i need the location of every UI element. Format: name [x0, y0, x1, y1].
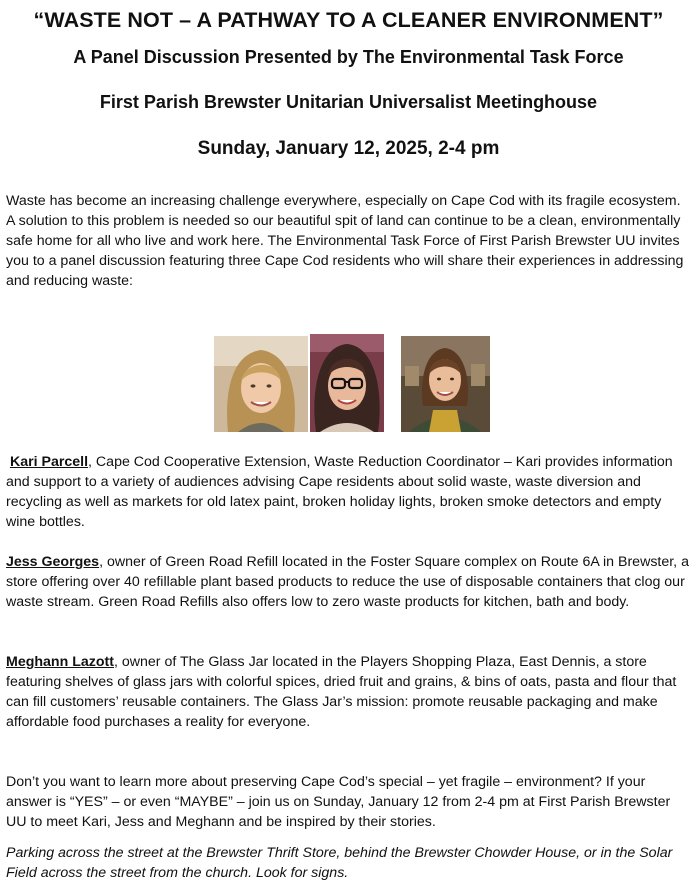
panelist-bio: , owner of Green Road Refill located in the Foster Square complex on Route 6A in Brewster, a store offering over 40 refillable plant based products to reduce the use of disposable containers that clog our waste stream. Green Road Refills also offers low to zero waste products for kitchen, bath and body. — [6, 554, 689, 610]
closing-paragraph: Don’t you want to learn more about preserving Cape Cod’s special – yet fragile – environment? If your answer is “YES” – or even “MAYBE” – join us on Sunday, January 12 from 2-4 pm at First Parish Brewster UU to meet Kari, Jess and Meghann and be inspired by their stories. — [6, 774, 671, 830]
event-title: “WASTE NOT – A PATHWAY TO A CLEANER ENVIRONMENT” — [33, 8, 664, 32]
jess-georges-photo — [310, 334, 384, 432]
panelist-bio: , owner of The Glass Jar located in the Players Shopping Plaza, East Dennis, a store featuring shelves of glass jars with colorful spices, dried fruit and grains, & bins of oats, pasta and flour that can fill customers’ reusable containers. The Glass Jar’s mission: promote reusable packaging and make affordable food purchases a reality for everyone. — [6, 654, 677, 730]
panelist-meghann-paragraph — [6, 652, 692, 732]
event-subtitle: A Panel Discussion Presented by The Environmental Task Force — [73, 47, 624, 67]
panelist-name: Meghann Lazott — [6, 654, 114, 670]
kari-parcell-photo — [214, 336, 308, 432]
panelist-jess-paragraph — [6, 552, 692, 612]
intro-paragraph: Waste has become an increasing challenge everywhere, especially on Cape Cod with its fragile ecosystem. A solution to this problem is needed so our beautiful spit of land can continue to be a clean, environmentally safe home for all who live and work here. The Environmental Task Force of First Parish Brewster UU invites you to a panel discussion featuring three Cape Cod residents who will share their experiences in addressing and reducing waste: — [6, 193, 684, 289]
panelist-kari-paragraph — [6, 452, 692, 532]
event-date: Sunday, January 12, 2025, 2-4 pm — [197, 138, 500, 159]
parking-note: Parking across the street at the Brewster Thrift Store, behind the Brewster Chowder House, or in the Solar Field across the street from the church. Look for signs. — [6, 845, 673, 881]
meghann-lazott-photo — [401, 336, 490, 432]
event-venue: First Parish Brewster Unitarian Universalist Meetinghouse — [99, 92, 598, 112]
panelist-bio: , Cape Cod Cooperative Extension, Waste Reduction Coordinator – Kari provides information and support to a variety of audiences advising Cape residents about solid waste, waste diversion and recycling as well as markets for old latex paint, broken holiday lights, broken smoke detectors and empty wine bottles. — [6, 454, 673, 530]
panelist-name: Kari Parcell — [9, 454, 89, 470]
panelist-name: Jess Georges — [6, 554, 100, 570]
